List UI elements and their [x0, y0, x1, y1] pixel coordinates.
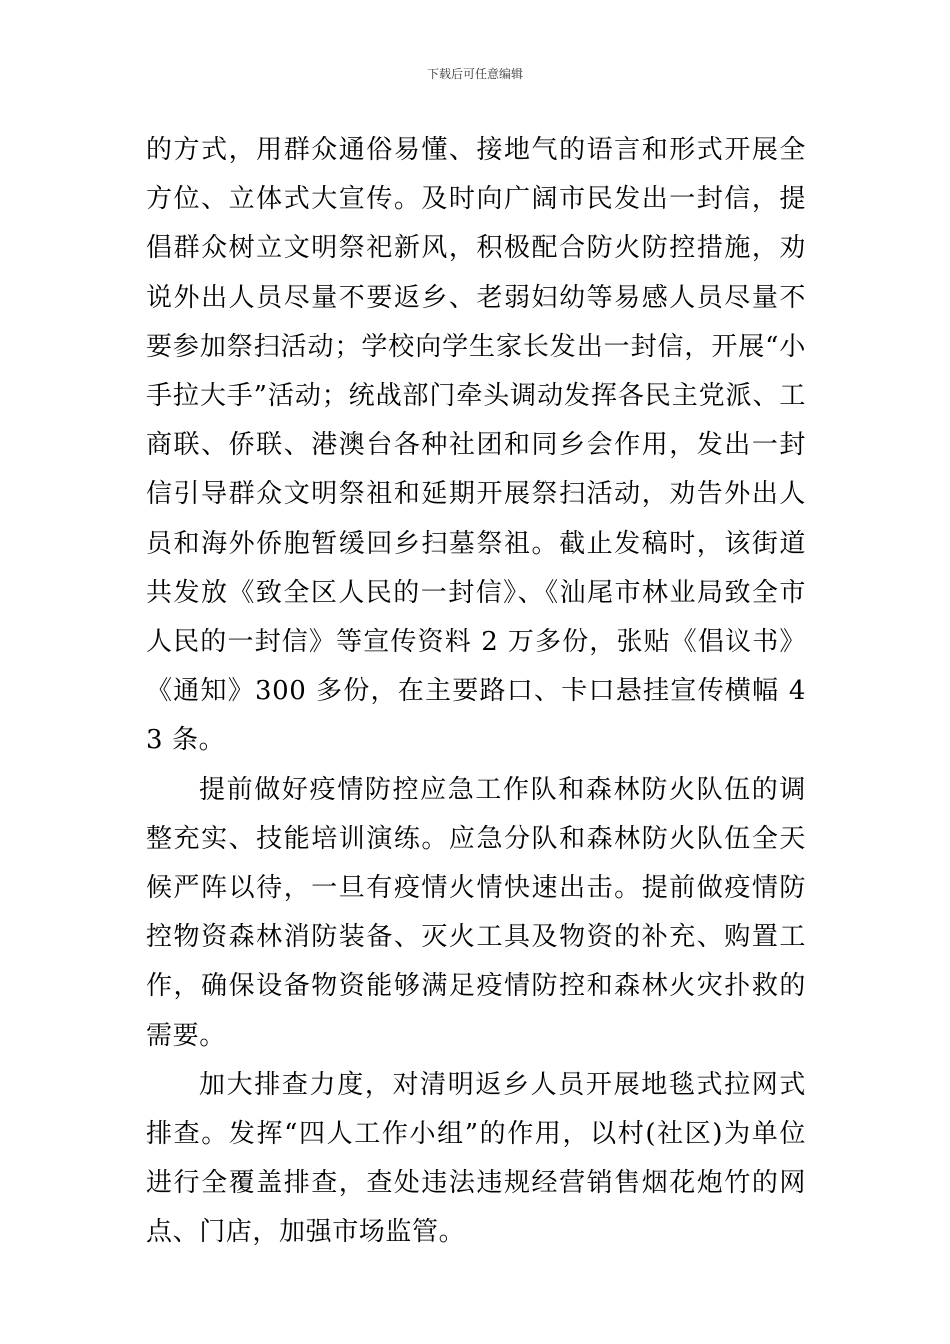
text-line: 的方式，用群众通俗易懂、接地气的语言和形式开展全方: [146, 135, 806, 215]
text-line: 门店，加强市场监管。: [199, 1217, 466, 1248]
text-line: 充实、技能培训演练。应急分队和森林防火队伍全天候严: [146, 823, 806, 904]
text-line: 设备物资能够满足疫情防控和森林火灾扑救的需要。: [146, 971, 806, 1051]
header-note: 下载后可任意编辑: [426, 67, 523, 81]
text-line: 胞暂缓回乡扫墓祭祖。截止发稿时，该街道共发放《致全: [146, 528, 806, 608]
text-line: 区人民的一封信》、《汕尾市林业局致全市人民的一封: [146, 577, 806, 658]
paragraph-publicity: [146, 126, 806, 766]
page-header: [0, 66, 950, 82]
text-line: 行全覆盖排查，查处违法违规经营销售烟花炮竹的网点、: [146, 1168, 806, 1248]
text-line: 扫活动；学校向学生家长发出一封信，开展“小手拉大: [146, 331, 806, 412]
text-line: 份，在主要路口、卡口悬挂宣传横幅 43 条。: [146, 676, 806, 756]
text-line: 众树立文明祭祀新风，积极配合防火防控措施，劝说外出: [146, 233, 806, 313]
text-line: 查。发挥“四人工作小组”的作用，以村(社区)为单位进: [146, 1119, 806, 1199]
text-line: 阵以待，一旦有疫情火情快速出击。提前做疫情防控物资: [146, 873, 806, 953]
text-line: 森林消防装备、灭火工具及物资的补充、购置工作，确保: [146, 922, 806, 1002]
text-line: 信》等宣传资料 2 万多份，张贴《倡议书》《通知》300 多: [146, 627, 806, 707]
text-line: 人员尽量不要返乡、老弱妇幼等易感人员尽量不要参加祭: [146, 282, 806, 362]
text-line: 手”活动；统战部门牵头调动发挥各民主党派、工商联、: [146, 381, 806, 461]
paragraph-emergency-teams: [146, 766, 806, 1061]
text-line: 侨联、港澳台各种社团和同乡会作用，发出一封信引导群: [146, 430, 806, 510]
text-line: 众文明祭祖和延期开展祭扫活动，劝告外出人员和海外侨: [146, 479, 806, 559]
text-line: 提前做好疫情防控应急工作队和森林防火队伍的调整: [146, 774, 806, 854]
document-body: [146, 126, 806, 1258]
paragraph-inspection: [146, 1061, 806, 1258]
text-line: 加大排查力度，对清明返乡人员开展地毯式拉网式排: [146, 1069, 806, 1150]
text-line: 位、立体式大宣传。及时向广阔市民发出一封信，提倡群: [146, 184, 806, 264]
